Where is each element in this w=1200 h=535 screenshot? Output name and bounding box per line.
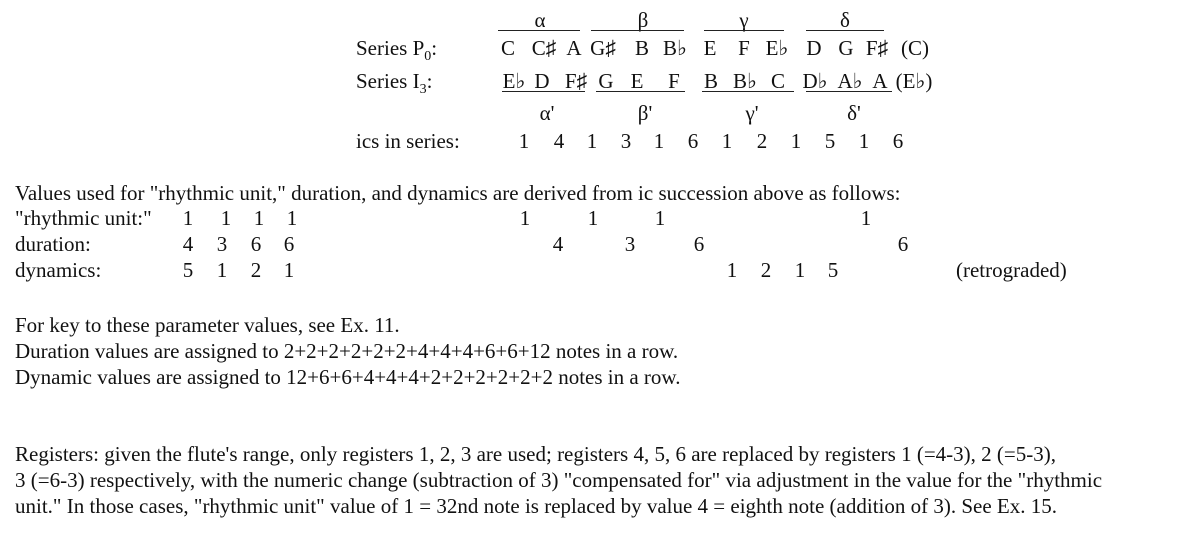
notes-line: For key to these parameter values, see Ex. 11. — [15, 313, 400, 337]
i3-note: A♭ — [837, 69, 863, 93]
rhythmic-unit-label: "rhythmic unit:" — [15, 206, 152, 230]
ic-value: 4 — [553, 129, 565, 153]
p0-note: C♯ — [531, 36, 557, 60]
dynamics-value: 1 — [216, 258, 228, 282]
ic-value: 6 — [687, 129, 699, 153]
i3-note: E — [630, 69, 644, 93]
duration-value: 4 — [182, 232, 194, 256]
segment-line-beta-prime — [596, 91, 685, 92]
rhythmic-value: 1 — [519, 206, 531, 230]
duration-value: 3 — [216, 232, 228, 256]
duration-value: 6 — [250, 232, 262, 256]
rhythmic-value: 1 — [654, 206, 666, 230]
rhythmic-value: 1 — [587, 206, 599, 230]
rhythmic-value: 1 — [860, 206, 872, 230]
series-i3-label-colon: : — [426, 69, 433, 93]
greek-gamma: γ — [739, 8, 749, 32]
i3-note: E♭ — [502, 69, 526, 93]
registers-line: unit." In those cases, "rhythmic unit" value of 1 = 32nd note is replaced by value 4 = eighth note (addition of 3). See Ex. 15. — [15, 494, 1058, 518]
segment-line-alpha-prime — [502, 91, 585, 92]
segment-line-gamma — [704, 30, 784, 31]
ic-value: 5 — [824, 129, 836, 153]
rhythmic-value: 1 — [182, 206, 194, 230]
duration-value: 6 — [693, 232, 705, 256]
duration-label: duration: — [15, 232, 91, 256]
duration-value: 3 — [624, 232, 636, 256]
greek-delta-prime: δ' — [847, 101, 861, 125]
duration-value: 6 — [283, 232, 295, 256]
p0-note: E♭ — [765, 36, 789, 60]
registers-line: Registers: given the flute's range, only registers 1, 2, 3 are used; registers 4, 5, 6 are replaced by registers 1 (=4-3), 2 (=5-3), — [15, 442, 1056, 466]
i3-note: (E♭) — [895, 69, 933, 93]
registers-line: 3 (=6-3) respectively, with the numeric change (subtraction of 3) "compensated for" via adjustment in the value for the "rhythmic — [15, 468, 1103, 492]
p0-note: G♯ — [590, 36, 616, 60]
notes-line: Dynamic values are assigned to 12+6+6+4+4+4+2+2+2+2+2+2 notes in a row. — [15, 365, 681, 389]
p0-note: C — [500, 36, 516, 60]
ic-value: 1 — [586, 129, 598, 153]
ic-value: 1 — [790, 129, 802, 153]
segment-line-gamma-prime — [702, 91, 794, 92]
segment-line-delta-prime — [806, 91, 892, 92]
segment-line-delta — [806, 30, 884, 31]
series-p0-label — [356, 36, 437, 69]
notes-line: Duration values are assigned to 2+2+2+2+2+2+4+4+4+6+6+12 notes in a row. — [15, 339, 679, 363]
ic-value: 1 — [858, 129, 870, 153]
i3-note: G — [598, 69, 614, 93]
ic-value: 1 — [518, 129, 530, 153]
series-i3-label — [356, 69, 432, 102]
i3-note: F — [668, 69, 680, 93]
rhythmic-value: 1 — [253, 206, 265, 230]
dynamics-value: 1 — [283, 258, 295, 282]
greek-delta: δ — [840, 8, 850, 32]
i3-note: A — [872, 69, 888, 93]
series-i3-label-sub: 3 — [419, 82, 427, 97]
greek-beta: β — [637, 8, 649, 32]
duration-value: 6 — [897, 232, 909, 256]
ics-label: ics in series: — [356, 129, 460, 153]
dynamics-value: 1 — [794, 258, 806, 282]
ic-value: 6 — [892, 129, 904, 153]
rhythmic-value: 1 — [286, 206, 298, 230]
p0-note: F — [738, 36, 750, 60]
segment-line-alpha — [498, 30, 580, 31]
series-i3-label-main: Series I — [356, 69, 420, 93]
greek-alpha-prime: α' — [539, 101, 555, 125]
ic-value: 1 — [653, 129, 665, 153]
retrograded-note: (retrograded) — [956, 258, 1067, 282]
duration-value: 4 — [552, 232, 564, 256]
p0-note: A — [566, 36, 582, 60]
dynamics-value: 2 — [250, 258, 262, 282]
i3-note: C — [770, 69, 786, 93]
series-p0-label-main: Series P — [356, 36, 425, 60]
p0-note: E — [703, 36, 717, 60]
dynamics-label: dynamics: — [15, 258, 102, 282]
dynamics-value: 5 — [182, 258, 194, 282]
p0-note: (C) — [901, 36, 929, 60]
p0-note: G — [838, 36, 854, 60]
greek-beta-prime: β' — [637, 101, 653, 125]
series-p0-label-sub: 0 — [424, 49, 432, 64]
ic-value: 1 — [721, 129, 733, 153]
i3-note: B — [703, 69, 719, 93]
dynamics-value: 2 — [760, 258, 772, 282]
dynamics-value: 5 — [827, 258, 839, 282]
p0-note: B♭ — [663, 36, 687, 60]
segment-line-beta — [591, 30, 684, 31]
ic-value: 2 — [756, 129, 768, 153]
p0-note: D — [806, 36, 822, 60]
i3-note: B♭ — [733, 69, 757, 93]
p0-note: B — [634, 36, 650, 60]
i3-note: F♯ — [564, 69, 588, 93]
greek-alpha: α — [534, 8, 546, 32]
values-intro: Values used for "rhythmic unit," duration, and dynamics are derived from ic succession above as follows: — [15, 181, 901, 205]
p0-note: F♯ — [865, 36, 889, 60]
dynamics-value: 1 — [726, 258, 738, 282]
i3-note: D — [534, 69, 550, 93]
rhythmic-value: 1 — [220, 206, 232, 230]
ic-value: 3 — [620, 129, 632, 153]
i3-note: D♭ — [802, 69, 828, 93]
series-p0-label-colon: : — [431, 36, 438, 60]
greek-gamma-prime: γ' — [745, 101, 759, 125]
